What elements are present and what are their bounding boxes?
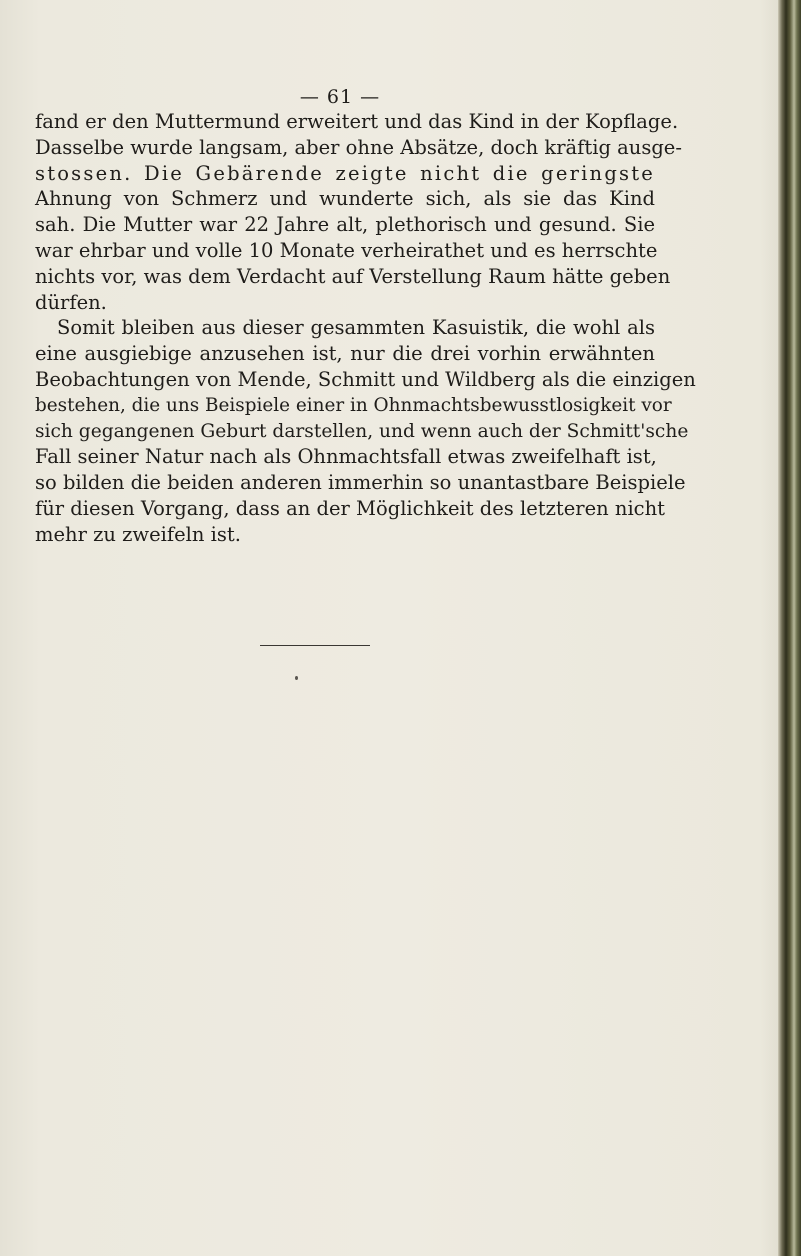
text-line: Somit bleiben aus dieser gesammten Kasuistik, die wohl als	[57, 316, 655, 340]
paragraph-2	[35, 315, 696, 547]
text-line: sah. Die Mutter war 22 Jahre alt, plethorisch und gesund. Sie	[35, 213, 655, 237]
text-line: bestehen, die uns Beispiele einer in Ohnmachtsbewusstlosigkeit vor	[35, 394, 672, 416]
body-text	[35, 109, 696, 548]
text-line: war ehrbar und volle 10 Monate verheirathet und es herrschte	[35, 238, 658, 262]
text-line: stossen. Die Gebärende zeigte nicht die geringste	[35, 161, 655, 185]
text-line: so bilden die beiden anderen immerhin so unantastbare Beispiele	[35, 471, 686, 495]
text-line: eine ausgiebige anzusehen ist, nur die drei vorhin erwähnten	[35, 342, 655, 366]
text-line: nichts vor, was dem Verdacht auf Verstellung Raum hätte geben	[35, 264, 671, 288]
paragraph-1	[35, 109, 682, 315]
text-line: dürfen.	[35, 290, 107, 314]
text-line: Ahnung von Schmerz und wunderte sich, als sie das Kind	[35, 187, 655, 211]
text-line: Dasselbe wurde langsam, aber ohne Absätze, doch kräftig ausge-	[35, 135, 682, 159]
text-line: für diesen Vorgang, dass an der Möglichkeit des letzteren nicht	[35, 496, 665, 520]
text-line: Fall seiner Natur nach als Ohnmachtsfall etwas zweifelhaft ist,	[35, 445, 657, 469]
paper-speck	[295, 676, 298, 680]
text-line: sich gegangenen Geburt darstellen, und wenn auch der Schmitt'sche	[35, 420, 689, 442]
section-divider	[260, 645, 370, 646]
text-line: Beobachtungen von Mende, Schmitt und Wildberg als die einzigen	[35, 367, 696, 391]
text-line: mehr zu zweifeln ist.	[35, 522, 241, 546]
page-number: — 61 —	[299, 86, 381, 108]
book-binding-edge	[778, 0, 801, 1256]
text-line: fand er den Muttermund erweitert und das Kind in der Kopflage.	[35, 110, 679, 133]
